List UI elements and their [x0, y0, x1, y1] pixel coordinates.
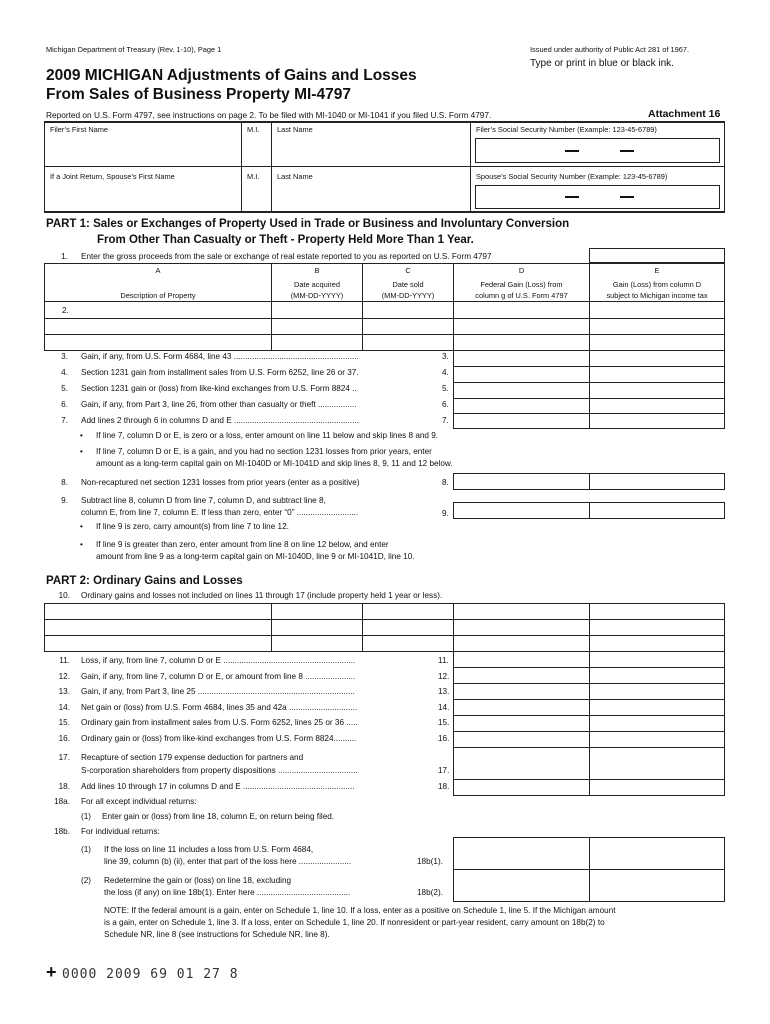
bullet4-text-b: amount from line 9 as a long-term capital gain on MI-1040D, line 9 or MI-1041D, line 10.: [96, 552, 415, 561]
line-text: Section 1231 gain from installment sales from U.S. Form 6252, line 26 or 37.: [81, 368, 359, 377]
line18b-text: For individual returns:: [81, 827, 160, 836]
line-ref: 7.: [442, 416, 449, 425]
col-c-header: C: [405, 266, 411, 275]
form-code: 0000 2009 69 01 27 8: [62, 967, 239, 982]
line18b-number: 18b.: [54, 827, 70, 836]
line9-ref: 9.: [442, 509, 449, 518]
line-ref: 6.: [442, 400, 449, 409]
line1-amount-field[interactable]: [589, 248, 725, 263]
line-text: Gain, if any, from Part 3, line 26, from other than casualty or theft .................: [81, 400, 357, 409]
line-text: Ordinary gain or (loss) from like-kind exchanges from U.S. Form 8824..........: [81, 734, 357, 743]
line-ref: 5.: [442, 384, 449, 393]
line17-ref: 17.: [438, 766, 450, 775]
note-line3: Schedule NR, line 8 (see instructions for Schedule NR, line 8).: [104, 930, 330, 939]
spouse-last-name-label: Last Name: [277, 172, 313, 181]
line1-text: Enter the gross proceeds from the sale or exchange of real estate reported to you as reported on U.S. Form 4797: [81, 252, 492, 261]
line9-number: 9.: [61, 496, 68, 505]
line-number: 5.: [61, 384, 68, 393]
col-e-desc1: Gain (Loss) from column D: [612, 280, 702, 289]
footer-plus: +: [46, 962, 57, 982]
line9-text-a: Subtract line 8, column D from line 7, column D, and subtract line 8,: [81, 496, 326, 505]
line10-text: Ordinary gains and losses not included on lines 11 through 17 (include property held 1 year or less).: [81, 591, 443, 600]
spouse-first-name-label: If a Joint Return, Spouse’s First Name: [50, 172, 175, 181]
form-title-line1: 2009 MICHIGAN Adjustments of Gains and Losses: [46, 67, 417, 84]
bullet-dot: •: [80, 540, 83, 549]
bullet4-text-a: If line 9 is greater than zero, enter amount from line 8 on line 12 below, and enter: [96, 540, 389, 549]
line-ref: 13.: [438, 687, 450, 696]
line-number: 11.: [59, 656, 70, 665]
filer-mi-field[interactable]: [244, 136, 268, 164]
filer-last-name-label: Last Name: [277, 125, 313, 134]
line17-text-a: Recapture of section 179 expense deduction for partners and: [81, 753, 304, 762]
col-d-header: D: [518, 266, 525, 275]
b2-ref: 18b(2).: [417, 888, 443, 897]
line17-number: 17.: [58, 753, 70, 762]
b2-text-a: Redetermine the gain or (loss) on line 18, excluding: [104, 876, 292, 885]
col-d-desc2: column g of U.S. Form 4797: [475, 291, 568, 300]
spouse-first-name-field[interactable]: [50, 182, 238, 209]
line8-ref: 8.: [442, 478, 449, 487]
dept-line: Michigan Department of Treasury (Rev. 1-10), Page 1: [46, 45, 222, 54]
line17-text-b: S-corporation shareholders from property dispositions ...................................: [81, 766, 358, 775]
line18-ref: 18.: [438, 782, 450, 791]
b1-ref: 18b(1).: [417, 857, 443, 866]
note-line2: is a gain, enter on Schedule 1, line 3. If a loss, enter on Schedule 1, line 20. If nonresident or part-year resident, carry amount on 18b(2) to: [104, 918, 605, 927]
line-text: Ordinary gain from installment sales from U.S. Form 6252, lines 25 or 36 .....: [81, 718, 358, 727]
bullet-dot: •: [80, 431, 83, 440]
line-ref: 11.: [438, 656, 449, 665]
col-a-header: A: [155, 266, 161, 275]
line-number: 15.: [58, 718, 70, 727]
part1-subtitle: From Other Than Casualty or Theft - Property Held More Than 1 Year.: [97, 234, 474, 246]
b1-text-a: If the loss on line 11 includes a loss from U.S. Form 4684,: [104, 845, 314, 854]
col-b-desc1: Date acquired: [293, 280, 340, 289]
part2-lines-11-16: [0, 656, 770, 750]
part2-title: PART 2: Ordinary Gains and Losses: [46, 575, 243, 587]
line-ref: 16.: [438, 734, 450, 743]
b2-number: (2): [81, 876, 92, 885]
col-b-header: B: [314, 266, 320, 275]
filer-first-name-label: Filer’s First Name: [50, 125, 109, 134]
line-text: Gain, if any, from U.S. Form 4684, line 43 .......................................................: [81, 352, 359, 361]
line-number: 14.: [58, 703, 70, 712]
spouse-ssn-label: Spouse’s Social Security Number (Example: 123-45-6789): [476, 172, 668, 181]
col-e-header: E: [654, 266, 660, 275]
line-number: 13.: [58, 687, 70, 696]
line-text: Gain, if any, from Part 3, line 25 .....................................................................: [81, 687, 355, 696]
line-number: 12.: [58, 672, 70, 681]
line-ref: 3.: [442, 352, 449, 361]
note-line1: NOTE: If the federal amount is a gain, enter on Schedule 1, line 10. If a loss, enter as a positive on Schedule 1, line 5. If the Michigan amount: [104, 906, 616, 915]
line8-number: 8.: [61, 478, 68, 487]
line18-number: 18.: [58, 782, 70, 791]
line2-number: 2.: [62, 306, 69, 315]
line-text: Net gain or (loss) from U.S. Form 4684, lines 35 and 42a ..............................: [81, 703, 358, 712]
b1-number: (1): [81, 845, 92, 854]
part1-lines-3-7: [0, 352, 770, 430]
line1-number: 1.: [61, 252, 68, 261]
b1-text-b: line 39, column (b) (ii), enter that part of the loss here .......................: [104, 857, 352, 866]
bullet2-text-b: amount as a long-term capital gain on MI-1040D or MI-1041D and skip lines 8, 9, 11 and 12 below.: [96, 459, 453, 468]
bullet-dot: •: [80, 447, 83, 456]
col-c-desc1: Date sold: [392, 280, 424, 289]
line-ref: 15.: [438, 718, 450, 727]
filer-ssn-label: Filer’s Social Security Number (Example: 123-45-6789): [476, 125, 657, 134]
line18a-text: For all except individual returns:: [81, 797, 197, 806]
line18-text: Add lines 10 through 17 in columns D and E .................................................: [81, 782, 355, 791]
bullet1-text: If line 7, column D or E, is zero or a loss, enter amount on line 11 below and skip lines 8 and 9.: [96, 431, 439, 440]
line-ref: 4.: [442, 368, 449, 377]
line-ref: 12.: [438, 672, 450, 681]
line-text: Section 1231 gain or (loss) from like-kind exchanges from U.S. Form 8824 ..: [81, 384, 357, 393]
col-d-desc1: Federal Gain (Loss) from: [480, 280, 563, 289]
bullet2-text-a: If line 7, column D or E, is a gain, and you had no section 1231 losses from prior years, enter: [96, 447, 432, 456]
line-text: Add lines 2 through 6 in columns D and E .......................................................: [81, 416, 360, 425]
line-number: 7.: [61, 416, 68, 425]
line-number: 6.: [61, 400, 68, 409]
b2-text-b: the loss (if any) on line 18b(1). Enter here .........................................: [104, 888, 351, 897]
filer-last-name-field[interactable]: [276, 136, 466, 164]
line10-number: 10.: [58, 591, 70, 600]
spouse-last-name-field[interactable]: [276, 182, 466, 209]
line8-text: Non-recaptured net section 1231 losses from prior years (enter as a positive): [81, 478, 360, 487]
part1-title: PART 1: Sales or Exchanges of Property Used in Trade or Business and Involuntary Conversion: [46, 218, 570, 230]
spouse-mi-field[interactable]: [244, 182, 268, 209]
col-a-desc: Description of Property: [120, 291, 196, 300]
line18a-number: 18a.: [54, 797, 70, 806]
spouse-mi-label: M.I.: [247, 172, 260, 181]
filer-mi-label: M.I.: [247, 125, 260, 134]
line-text: Gain, if any, from line 7, column D or E, or amount from line 8 ......................: [81, 672, 356, 681]
authority-line: Issued under authority of Public Act 281 of 1967.: [530, 45, 690, 54]
reported-note: Reported on U.S. Form 4797, see instructions on page 2. To be filed with MI-1040 or MI-1041 if you filed U.S. Form 4797.: [46, 110, 492, 120]
line-text: Loss, if any, from line 7, column D or E ..........................................................: [81, 656, 356, 665]
bullet-dot: •: [80, 522, 83, 531]
col-e-desc2: subject to Michigan income tax: [606, 291, 708, 300]
spouse-ssn-field[interactable]: [475, 185, 720, 209]
filer-ssn-field[interactable]: [475, 138, 720, 163]
line-number: 3.: [61, 352, 68, 361]
line9-text-b: column E, from line 7, column E. If less than zero, enter “0” ...........................: [81, 508, 359, 517]
ink-note: Type or print in blue or black ink.: [530, 58, 674, 69]
line-number: 16.: [58, 734, 70, 743]
col-c-desc2: (MM-DD-YYYY): [381, 291, 435, 300]
attachment-number: Attachment 16: [648, 108, 721, 120]
line18a1-text: Enter gain or (loss) from line 18, column E, on return being filed.: [102, 812, 335, 821]
col-b-desc2: (MM-DD-YYYY): [290, 291, 344, 300]
filer-first-name-field[interactable]: [50, 136, 238, 164]
line-ref: 14.: [438, 703, 450, 712]
line-number: 4.: [61, 368, 68, 377]
line18a1-number: (1): [81, 812, 92, 821]
bullet3-text: If line 9 is zero, carry amount(s) from line 7 to line 12.: [96, 522, 289, 531]
form-title-line2: From Sales of Business Property MI-4797: [46, 86, 351, 103]
